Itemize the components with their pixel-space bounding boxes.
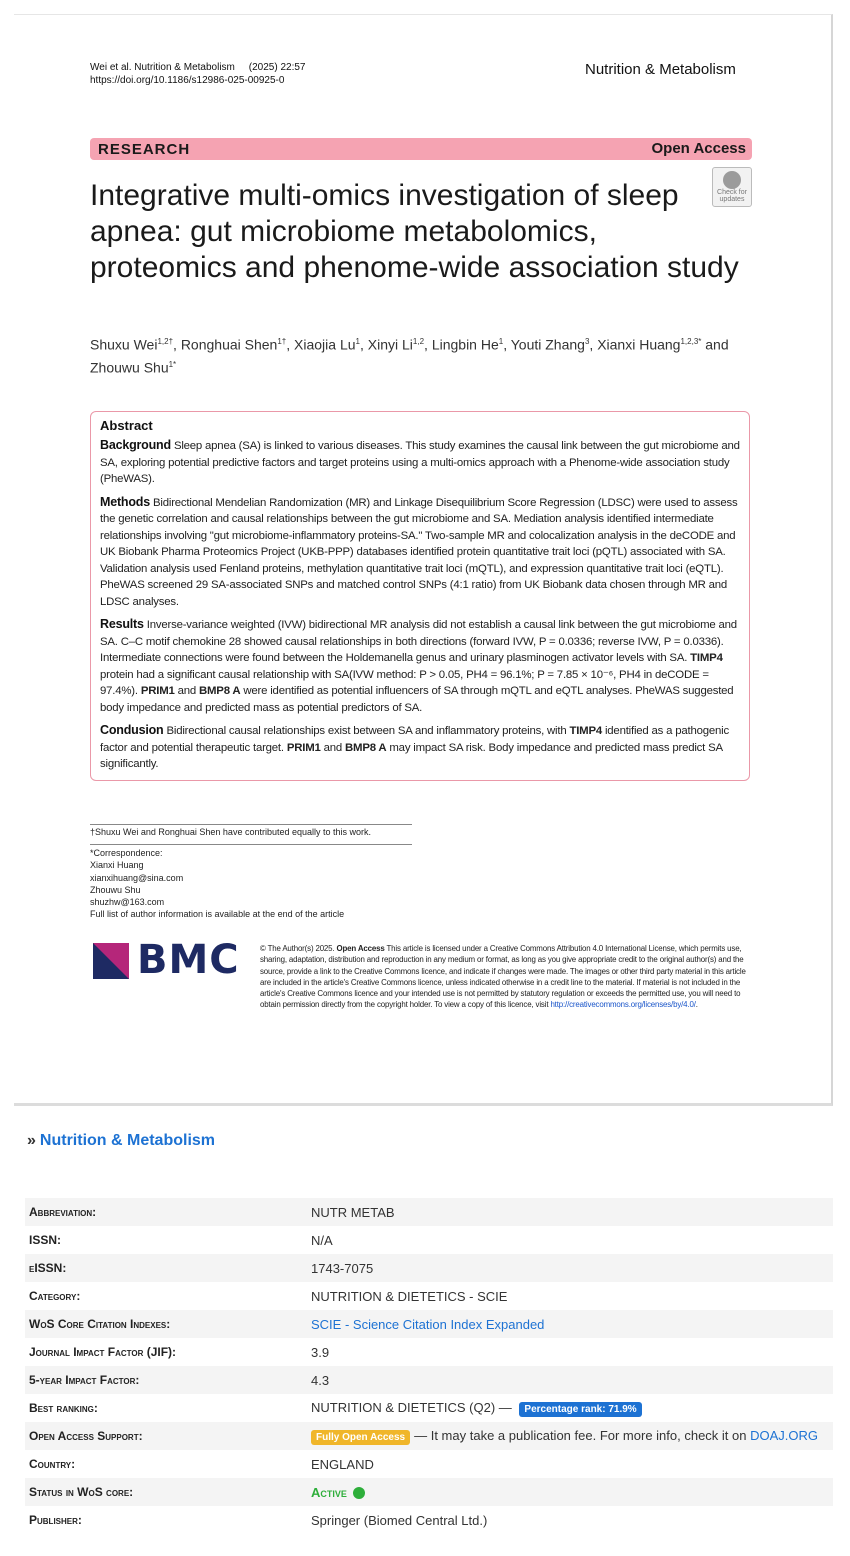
- doaj-link[interactable]: DOAJ.ORG: [750, 1427, 819, 1443]
- journal-link[interactable]: » Nutrition & Metabolism: [27, 1132, 216, 1149]
- author: Xinyi Li: [367, 336, 413, 353]
- license-link[interactable]: http://creativecommons.org/licenses/by/4.0/: [550, 1000, 696, 1010]
- check-updates-line1: Check for: [717, 189, 747, 196]
- email-link[interactable]: xianxihuang@sina.com: [90, 872, 184, 883]
- author: Shuxu Wei: [90, 336, 158, 353]
- article-type-label: RESEARCH: [98, 141, 191, 158]
- check-updates-line2: updates: [719, 196, 745, 203]
- table-row: 5-year Impact Factor: 4.3: [25, 1366, 833, 1394]
- abstract-results: Results Inverse-variance weighted (IVW) bidirectional MR analysis did not establish a causal link between the gut microbiome and SA. C–C motif chemokine 28 showed causal relationships in both directions (forward IVW, P = 0.0336; reverse IVW, P = 0.0336). Intermediate connections were found between the Holdemanella genus and urinary plasminogen activator levels with SA. TIMP4 protein had a significant causal relationship with SA(IVW method: P > 0.05, PH4 = 96.1%; P = 7.85 × 10⁻⁶, PH4 in deCODE = 97.4%). PRIM1 and BMP8 A were identified as potential influencers of SA through mQTL and eQTL analyses. PheWAS suggested body impedance and predicted mass as potential predictors of SA.: [100, 617, 737, 714]
- status-dot-icon: [353, 1487, 365, 1499]
- table-row: Country: ENGLAND: [29, 1456, 374, 1472]
- table-row: Category: NUTRITION & DIETETICS - SCIE: [29, 1288, 508, 1304]
- bmc-logo-text: BMC: [137, 937, 240, 983]
- citation-header: [90, 61, 306, 87]
- article-type-banner: [90, 138, 752, 160]
- bmc-logo-icon: [93, 943, 129, 979]
- table-row: Best ranking: NUTRITION & DIETETICS (Q2) — Percentage rank: 71.9%: [25, 1394, 833, 1422]
- author: Xianxi Huang: [597, 336, 681, 353]
- journal-info-table: [25, 1198, 833, 1534]
- abstract-background: Background Sleep apnea (SA) is linked to various diseases. This study examines the causal link between the gut microbiome and SA, exploring potential predictive factors and target proteins using a multi-omics approach with a Phenome-wide association study (PheWAS).: [100, 438, 740, 485]
- author: Lingbin He: [431, 336, 499, 353]
- citation-authors: Wei et al. Nutrition & Metabolism: [90, 62, 235, 73]
- status-active: Active: [311, 1484, 347, 1500]
- article-title: Integrative multi-omics investigation of sleep apnea: gut microbiome metabolomics, proteomics and phenome-wide association study: [90, 179, 739, 284]
- table-row: Open Access Support: Fully Open Access — It may take a publication fee. For more info, check it on DOAJ.ORG: [25, 1422, 833, 1450]
- wos-index-link[interactable]: SCIE - Science Citation Index Expanded: [311, 1316, 545, 1332]
- author: Zhouwu Shu: [90, 359, 169, 376]
- table-row: Status in WoS core: Active: [25, 1478, 833, 1506]
- author: Xiaojia Lu: [294, 336, 356, 353]
- table-row: Publisher: Springer (Biomed Central Ltd.): [29, 1512, 488, 1528]
- abstract-box: [90, 411, 750, 781]
- citation-year: (2025) 22:57: [248, 62, 306, 73]
- author: Youti Zhang: [510, 336, 585, 353]
- equal-contribution-note: †Shuxu Wei and Ronghuai Shen have contributed equally to this work.: [90, 824, 412, 837]
- correspondence-note: *Correspondence: Xianxi Huang xianxihuang@sina.com Zhouwu Shu shuzhw@163.com Full list of author information is available at the end of the article: [90, 844, 412, 921]
- table-row: Journal Impact Factor (JIF): 3.9: [29, 1344, 330, 1360]
- open-access-badge: Fully Open Access: [311, 1430, 410, 1445]
- abstract-conclusion: Condusion Bidirectional causal relationships exist between SA and inflammatory proteins, with TIMP4 identified as a pathogenic factor and potential therapeutic target. PRIM1 and BMP8 A may impact SA risk. Body impedance and predicted mass predict SA significantly.: [100, 723, 729, 770]
- table-row: Abbreviation: NUTR METAB: [25, 1198, 833, 1226]
- license-text: © The Author(s) 2025. Open Access This article is licensed under a Creative Commons Attribution 4.0 International License, which permits use, sharing, adaptation, distribution and reproduction in any medium or format, as long as you give appropriate credit to the original author(s) and the source, provide a link to the Creative Commons licence, and indicate if changes were made. The images or other third party material in this article are included in the article's Creative Commons licence, unless indicated otherwise in a credit line to the material. If material is not included in the article's Creative Commons licence and your intended use is not permitted by statutory regulation or exceeds the permitted use, you will need to obtain permission directly from the copyright holder. To view a copy of this licence, visit http://creativecommons.org/licenses/by/4.0/.: [260, 944, 746, 1010]
- doi-link[interactable]: https://doi.org/10.1186/s12986-025-00925-0: [90, 75, 285, 86]
- table-row: eISSN: 1743-7075: [25, 1254, 833, 1282]
- percentage-rank-badge: Percentage rank: 71.9%: [519, 1402, 641, 1417]
- author: Ronghuai Shen: [180, 336, 278, 353]
- bmc-logo: [93, 937, 253, 983]
- journal-name-header: Nutrition & Metabolism: [585, 61, 736, 78]
- table-row: ISSN: N/A: [29, 1232, 333, 1248]
- abstract-methods: Methods Bidirectional Mendelian Randomization (MR) and Linkage Disequilibrium Score Regression (LDSC) were used to assess the genetic correlation and causal relationships between the gut microbiome and SA. Mediation analysis identified intermediate relationships involving "gut microbiome-inflammatory proteins-SA." Two-sample MR and colocalization analysis in the deCODE and UK Biobank Pharma Proteomics Project (UKB-PPP) databases identified protein quantitative trait loci (pQTL) associated with SA. Validation analysis used Fenland proteins, methylation quantitative trait loci (mQTL), and expression quantitative trait loci (eQTL). PheWAS screened 29 SA-associated SNPs and matched control SNPs (4:1 ratio) from UK Biobank data chosen through MR and LDSC analyses.: [100, 494, 738, 608]
- abstract-heading: Abstract: [100, 418, 153, 433]
- author-list: Shuxu Wei$^{1,2\dagger}$, Ronghuai Shen$^{1\dagger}$, Xiaojia Lu$^1$, Xinyi Li$^{1,2}$, Lingbin He$^1$, Youti Zhang$^3$, Xianxi Huang$^{1,2,3*}$ and Zhouwu Shu$^{1*}$: [90, 336, 729, 376]
- email-link[interactable]: shuzhw@163.com: [90, 897, 165, 908]
- table-row: WoS Core Citation Indexes: SCIE - Science Citation Index Expanded: [25, 1310, 833, 1338]
- open-access-label: Open Access: [651, 140, 746, 157]
